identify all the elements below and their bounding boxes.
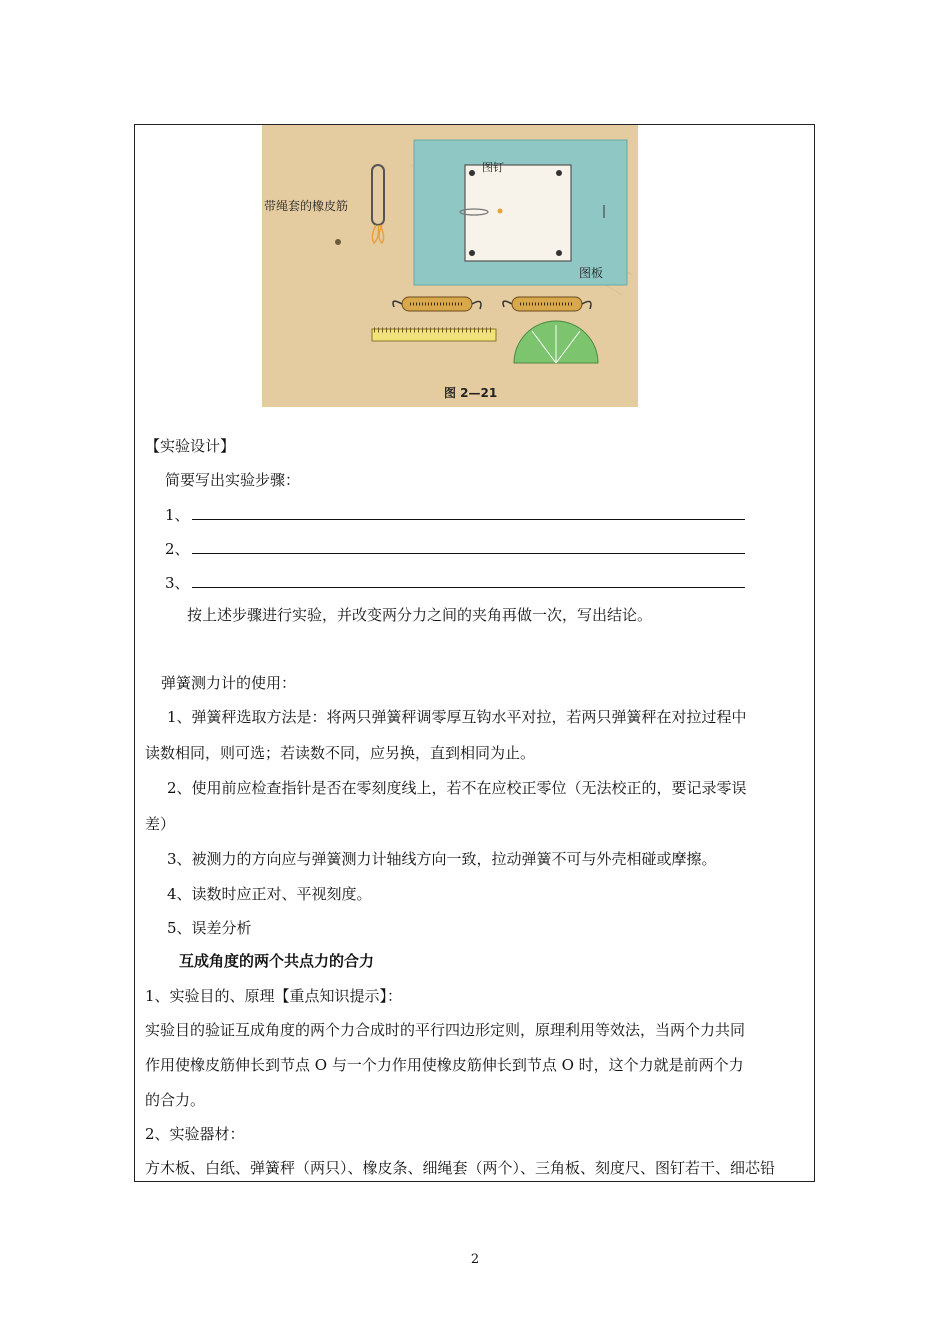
- answer-blank: [192, 541, 745, 554]
- paper-rect: [465, 165, 571, 261]
- label-board: 图板: [579, 266, 604, 280]
- purpose-line-3: 的合力。: [145, 1091, 206, 1109]
- spring-item-2a: 2、使用前应检查指针是否在零刻度线上，若不在应校正零位（无法校正的，要记录零误: [167, 779, 747, 797]
- spring-item-2b: 差）: [145, 815, 176, 833]
- rubber-band-loop-icon: [372, 165, 384, 225]
- answer-blank: [192, 575, 745, 588]
- pin-icon: [556, 170, 562, 176]
- answer-blank: [192, 507, 745, 520]
- spring-item-1a: 1、弹簧秤选取方法是：将两只弹簧秤调零厚互钩水平对拉，若两只弹簧秤在对拉过程中: [167, 708, 747, 726]
- materials-heading: 2、实验器材：: [145, 1125, 245, 1143]
- design-intro: 简要写出实验步骤：: [165, 471, 301, 489]
- label-pin: 图钉: [482, 161, 504, 174]
- step-number: 1、: [165, 506, 190, 524]
- label-rubber: 带绳套的橡皮筋: [264, 199, 349, 213]
- spring-item-5: 5、误差分析: [167, 919, 252, 937]
- spring-item-1b: 读数相同，则可选；若读数不同，应另换，直到相同为止。: [145, 744, 536, 762]
- step-line-2: [165, 541, 745, 557]
- step-line-1: [165, 507, 745, 523]
- section-title: 互成角度的两个共点力的合力: [179, 952, 375, 970]
- spring-item-3: 3、被测力的方向应与弹簧测力计轴线方向一致，拉动弹簧不可与外壳相碰或摩擦。: [167, 850, 717, 868]
- figure-illustration: [262, 125, 638, 407]
- pin-icon: [556, 250, 562, 256]
- pin-icon: [469, 250, 475, 256]
- materials-line-1: 方木板、白纸、弹簧秤（两只）、橡皮条、细绳套（两个）、三角板、刻度尺、图钉若干、细芯铅: [145, 1159, 776, 1177]
- spring-scale-icon: [393, 297, 481, 311]
- step-number: 3、: [165, 574, 190, 592]
- pin-icon: [469, 170, 475, 176]
- spring-item-4: 4、读数时应正对、平视刻度。: [167, 885, 372, 903]
- content-frame: [134, 124, 815, 1182]
- purpose-line-1: 实验目的验证互成角度的两个力合成时的平行四边形定则，原理利用等效法，当两个力共同: [145, 1021, 746, 1039]
- purpose-line-2: 作用使橡皮筋伸长到节点 O 与一个力作用使橡皮筋伸长到节点 O 时，这个力就是前两个力: [145, 1056, 744, 1074]
- design-heading: 【实验设计】: [145, 437, 236, 455]
- ruler-icon: [372, 329, 496, 341]
- spring-title: 弹簧测力计的使用：: [161, 674, 297, 692]
- figure-caption: 图 2—21: [444, 386, 498, 400]
- design-conclusion: 按上述步骤进行实验，并改变两分力之间的夹角再做一次，写出结论。: [187, 606, 653, 624]
- step-line-3: [165, 575, 745, 591]
- spring-scale-icon: [503, 297, 591, 311]
- purpose-heading: 1、实验目的、原理【重点知识提示】：: [145, 987, 403, 1005]
- step-number: 2、: [165, 540, 190, 558]
- page-number: 2: [470, 1252, 480, 1267]
- experiment-figure: [262, 125, 638, 407]
- node-icon: [498, 209, 503, 214]
- protractor-icon: [514, 321, 598, 363]
